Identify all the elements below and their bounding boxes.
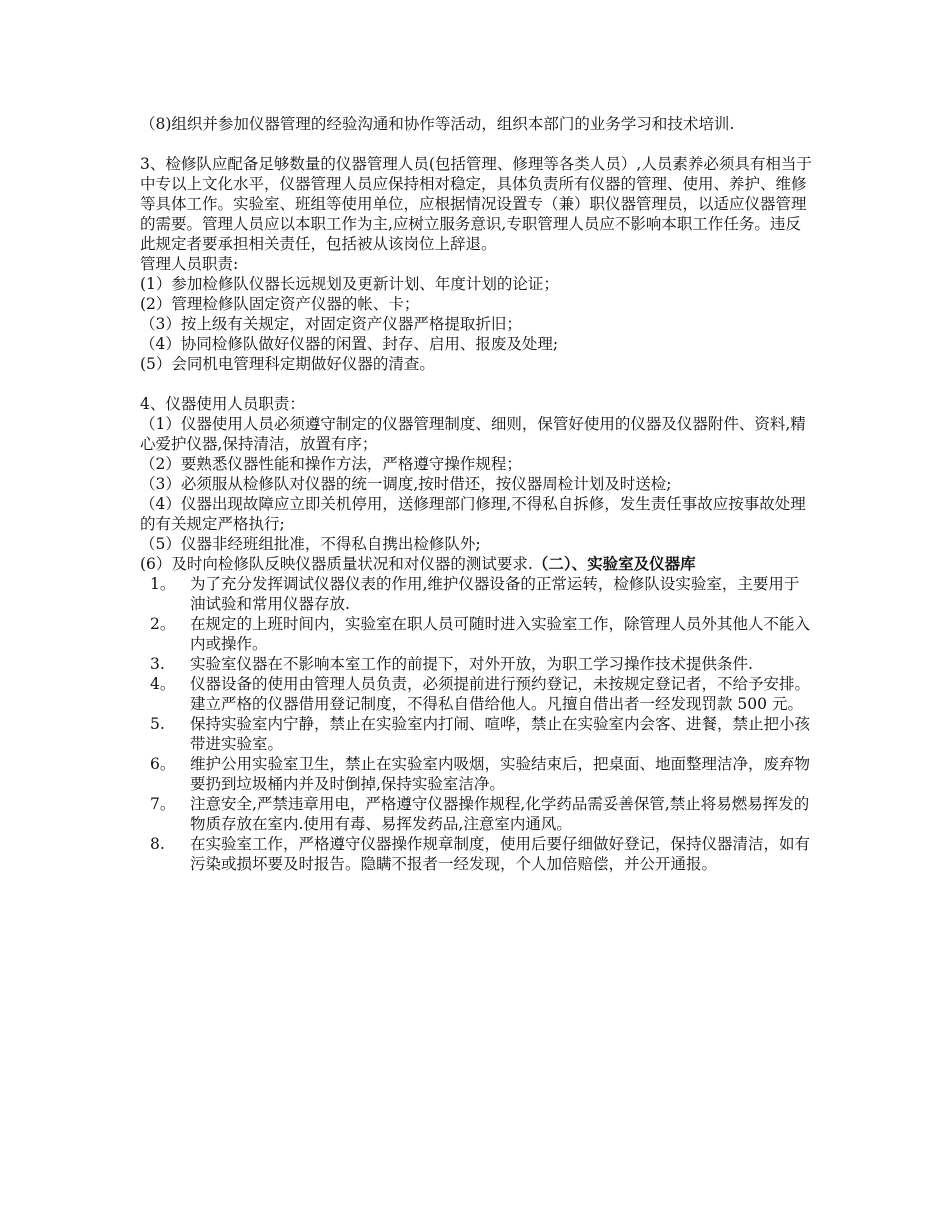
- list-item: [140, 714, 812, 754]
- list-number: 8.: [150, 835, 165, 853]
- list-number: 6。: [150, 755, 176, 773]
- list-number: 5.: [150, 715, 165, 733]
- duties-title: 管理人员职责:: [140, 255, 239, 273]
- list-item: [140, 614, 812, 654]
- user-duty-6-text: (6）及时向检修队反映仪器质量状况和对仪器的测试要求.: [140, 555, 533, 573]
- list-number: 4。: [150, 675, 176, 693]
- lab-rules-list: [140, 574, 812, 874]
- user-duty-5: （5）仪器非经班组批准，不得私自携出检修队外;: [140, 535, 481, 553]
- item-8-paragraph: （8)组织并参加仪器管理的经验沟通和协作等活动，组织本部门的业务学习和技术培训.: [140, 115, 735, 133]
- list-text: 仪器设备的使用由管理人员负责，必须提前进行预约登记，未按规定登记者，不给予安排。建立严格的仪器借用登记制度，不得私自借给他人。凡擅自借出者一经发现罚款 500 元。: [190, 675, 811, 713]
- user-duty-2: （2）要熟悉仪器性能和操作方法，严格遵守操作规程；: [140, 455, 522, 473]
- list-item: [140, 674, 812, 714]
- list-item: [140, 794, 812, 834]
- list-text: 注意安全,严禁违章用电，严格遵守仪器操作规程,化学药品需妥善保管,禁止将易燃易挥发的物质存放在室内.使用有毒、易挥发药品,注意室内通风。: [190, 795, 810, 833]
- spacer: [140, 134, 812, 154]
- list-text: 维护公用实验室卫生，禁止在实验室内吸烟，实验结束后，把桌面、地面整理洁净，废弃物要扔到垃圾桶内并及时倒掉,保持实验室洁净。: [190, 755, 811, 793]
- spacer: [140, 374, 812, 394]
- user-duty-1: （1）仪器使用人员必须遵守制定的仪器管理制度、细则，保管好使用的仪器及仪器附件、资料,精心爱护仪器,保持清洁，放置有序；: [140, 415, 806, 453]
- lab-section-heading: （二）、实验室及仪器库: [532, 555, 696, 573]
- document-body: [140, 114, 812, 874]
- list-number: 7。: [150, 795, 176, 813]
- list-item: [140, 654, 812, 674]
- duty-item-4: （4）协同检修队做好仪器的闲置、封存、启用、报废及处理;: [140, 335, 559, 353]
- list-item: [140, 834, 812, 874]
- user-duty-3: （3）必须服从检修队对仪器的统一调度,按时借还，按仪器周检计划及时送检;: [140, 475, 672, 493]
- duty-item-2: (2）管理检修队固定资产仪器的帐、卡；: [140, 295, 420, 313]
- list-number: 1。: [150, 575, 176, 593]
- list-text: 在规定的上班时间内，实验室在职人员可随时进入实验室工作，除管理人员外其他人不能入内或操作。: [190, 615, 811, 653]
- list-text: 保持实验室内宁静，禁止在实验室内打闹、喧哗，禁止在实验室内会客、进餐，禁止把小孩带进实验室。: [190, 715, 811, 753]
- list-item: [140, 754, 812, 794]
- list-item: [140, 574, 812, 614]
- section-3-paragraph: 3、检修队应配备足够数量的仪器管理人员(包括管理、修理等各类人员）,人员素养必须具有相当于中专以上文化水平，仪器管理人员应保持相对稳定，具体负责所有仪器的管理、使用、养护、维修等具体工作。实验室、班组等使用单位，应根据情况设置专（兼）职仪器管理员，以适应仪器管理的需要。管理人员应以本职工作为主,应树立服务意识,专职管理人员应不影响本职工作任务。违反此规定者要承担相关责任，包括被从该岗位上辞退。: [140, 155, 812, 253]
- list-number: 2。: [150, 615, 176, 633]
- section-4-title: 4、仪器使用人员职责：: [140, 395, 305, 413]
- duty-item-5: (5）会同机电管理科定期做好仪器的清查。: [140, 355, 435, 373]
- duty-item-3: （3）按上级有关规定，对固定资产仪器严格提取折旧；: [140, 315, 522, 333]
- duty-item-1: (1）参加检修队仪器长远规划及更新计划、年度计划的论证；: [140, 275, 559, 293]
- list-number: 3.: [150, 655, 165, 673]
- list-text: 在实验室工作，严格遵守仪器操作规章制度，使用后要仔细做好登记，保持仪器清洁，如有污染或损坏要及时报告。隐瞒不报者一经发现，个人加倍赔偿，并公开通报。: [190, 835, 811, 873]
- user-duty-4: （4）仪器出现故障应立即关机停用，送修理部门修理,不得私自拆修，发生责任事故应按事故处理的有关规定严格执行;: [140, 495, 806, 533]
- list-text: 实验室仪器在不影响本室工作的前提下，对外开放，为职工学习操作技术提供条件.: [190, 655, 753, 673]
- list-text: 为了充分发挥调试仪器仪表的作用,维护仪器设备的正常运转，检修队设实验室，主要用于油试验和常用仪器存放.: [190, 575, 800, 613]
- user-duty-6: [140, 554, 812, 574]
